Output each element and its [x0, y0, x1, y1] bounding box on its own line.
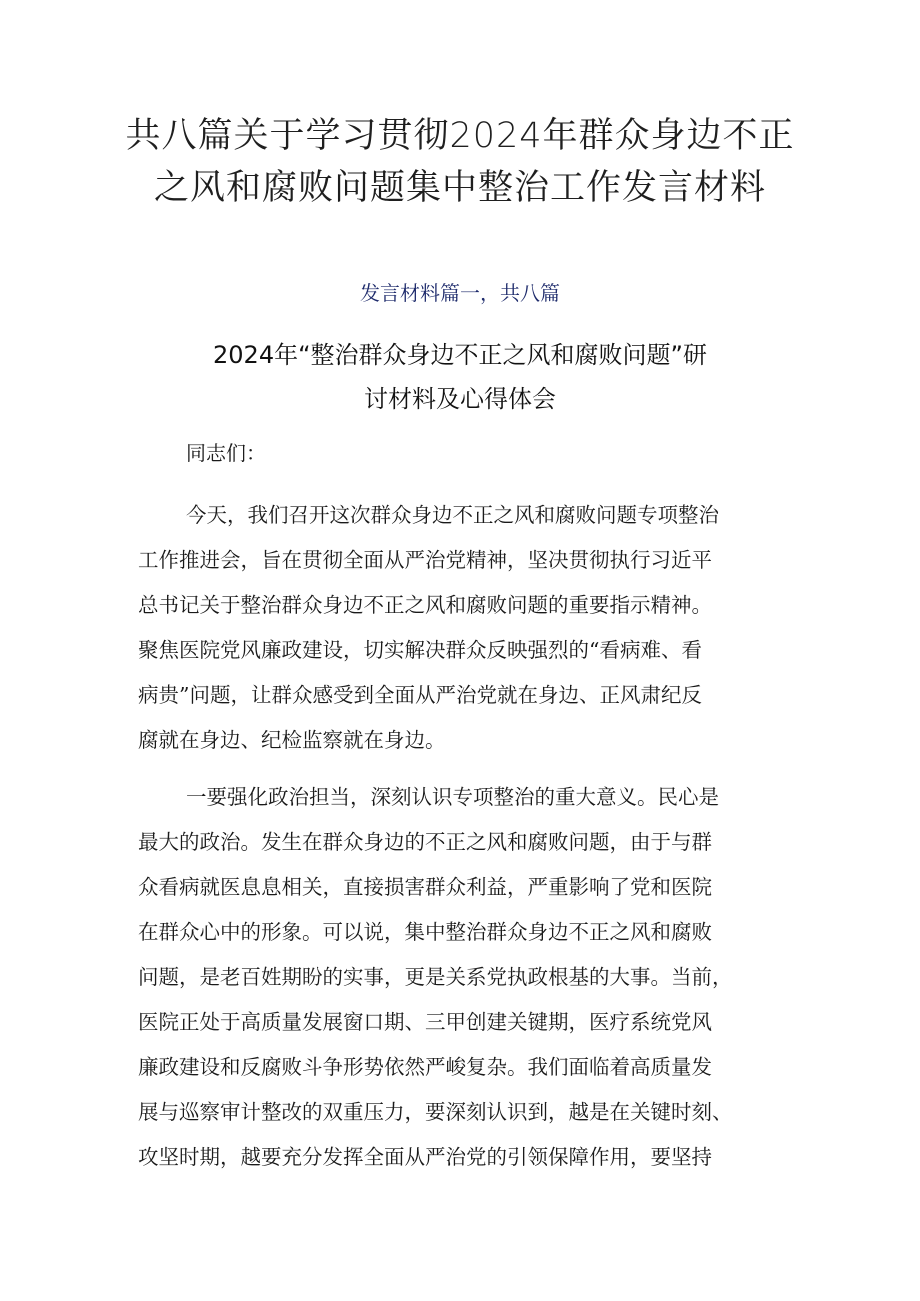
- paragraph-line: 众看病就医息息相关，直接损害群众利益，严重影响了党和医院: [138, 875, 712, 899]
- paragraph-line: 总书记关于整治群众身边不正之风和腐败问题的重要指示精神。: [138, 593, 712, 617]
- paragraph-line: 攻坚时期，越要充分发挥全面从严治党的引领保障作用，要坚持: [138, 1145, 712, 1169]
- document-title-line: 之风和腐败问题集中整治工作发言材料: [153, 168, 766, 208]
- paragraph-line: 腐就在身边、纪检监察就在身边。: [138, 728, 446, 752]
- paragraph-line: 展与巡察审计整改的双重压力，要深刻认识到，越是在关键时刻、: [138, 1100, 733, 1124]
- paragraph-line: 一要强化政治担当，深刻认识专项整治的重大意义。民心是: [186, 785, 719, 809]
- paragraph-line: 问题，是老百姓期盼的实事，更是关系党执政根基的大事。当前，: [138, 965, 733, 989]
- salutation: 同志们：: [186, 441, 266, 465]
- paragraph-line: 医院正处于高质量发展窗口期、三甲创建关键期，医疗系统党风: [138, 1010, 712, 1034]
- paragraph-line: 聚焦医院党风廉政建设，切实解决群众反映强烈的“看病难、看: [138, 638, 702, 662]
- speech-title-line: 2024年“整治群众身边不正之风和腐败问题”研: [213, 341, 707, 369]
- paragraph-line: 最大的政治。发生在群众身边的不正之风和腐败问题，由于与群: [138, 830, 712, 854]
- speech-title-line: 讨材料及心得体会: [364, 385, 556, 413]
- document-title: [100, 110, 820, 214]
- paragraph-line: 病贵”问题，让群众感受到全面从严治党就在身边、正风肃纪反: [138, 683, 702, 707]
- speech-title: [170, 333, 750, 421]
- paragraph-line: 工作推进会，旨在贯彻全面从严治党精神，坚决贯彻执行习近平: [138, 548, 712, 572]
- body-paragraph: [138, 493, 798, 763]
- document-title-line: 共八篇关于学习贯彻2024年群众身边不正: [125, 116, 795, 156]
- paragraph-line: 今天，我们召开这次群众身边不正之风和腐败问题专项整治: [186, 503, 719, 527]
- body-paragraph: [138, 775, 798, 1180]
- paragraph-line: 廉政建设和反腐败斗争形势依然严峻复杂。我们面临着高质量发: [138, 1055, 712, 1079]
- section-label: 发言材料篇一，共八篇: [360, 281, 560, 305]
- paragraph-line: 在群众心中的形象。可以说，集中整治群众身边不正之风和腐败: [138, 920, 712, 944]
